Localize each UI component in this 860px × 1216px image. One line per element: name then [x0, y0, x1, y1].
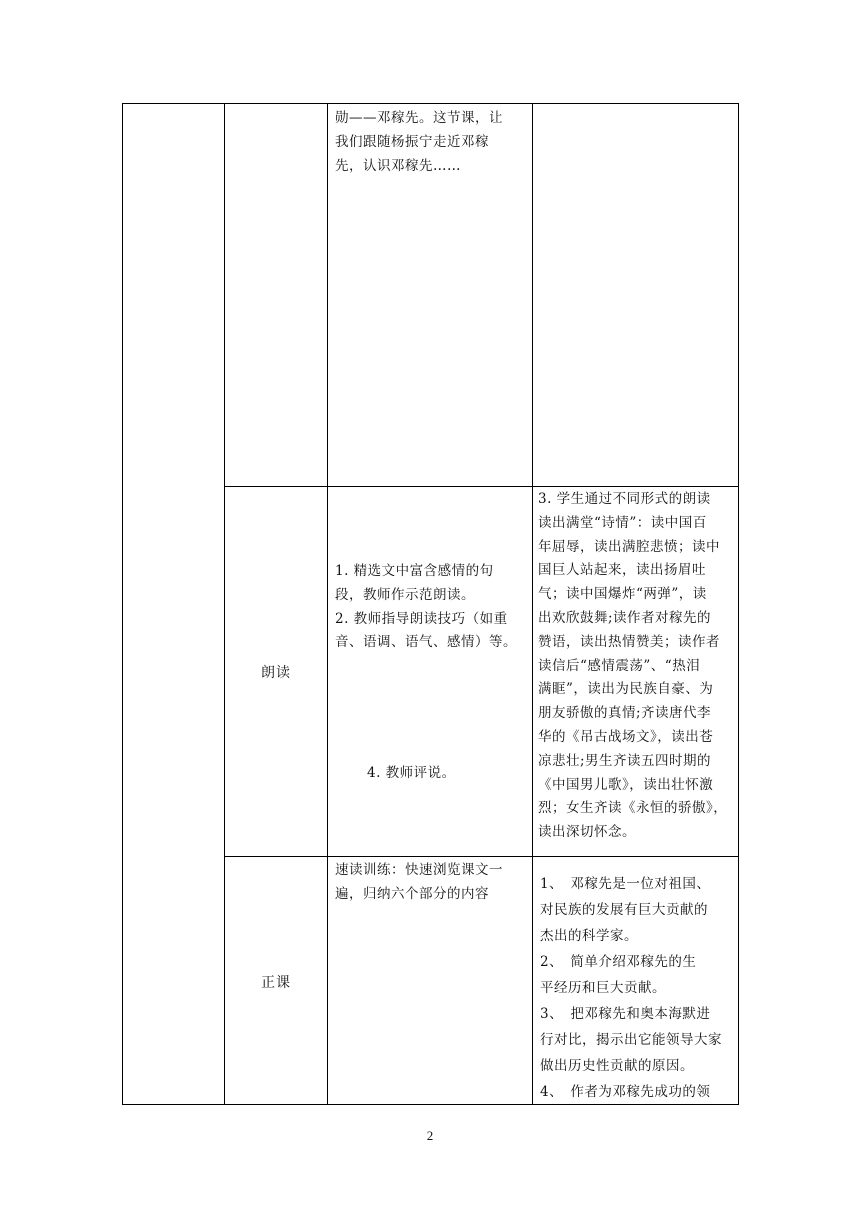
column-divider [532, 104, 533, 1104]
reading-student-line: 凉悲壮;男生齐读五四时期的 [538, 752, 712, 769]
row-divider [224, 486, 738, 487]
main-student-line: 4、 作者为邓稼先成功的领 [540, 1084, 711, 1100]
main-label: 正课 [261, 975, 291, 991]
reading-teacher-line: 音、语调、语气、感情）等。 [335, 634, 517, 651]
reading-student-line: 赞语，读出热情赞美；读作者 [538, 633, 720, 650]
main-student-line: 杰出的科学家。 [540, 928, 638, 944]
reading-student-line: 读出满堂“诗情”：读中国百 [538, 514, 707, 531]
main-student-line: 3、 把邓稼先和奥本海默进 [540, 1006, 711, 1022]
reading-student-line: 朋友骄傲的真情;齐读唐代李 [538, 705, 712, 722]
main-student-line: 对民族的发展有巨大贡献的 [540, 902, 708, 918]
intro-text [335, 107, 531, 178]
main-student-text [540, 871, 738, 1105]
main-student-line: 行对比，揭示出它能领导大家 [540, 1032, 722, 1048]
main-student-line: 2、 简单介绍邓稼先的生 [540, 954, 697, 970]
reading-teacher-line: 1. 精选文中富含感情的句 [335, 563, 494, 579]
intro-line: 我们跟随杨振宁走近邓稼 [335, 133, 489, 150]
main-student-line: 做出历史性贡献的原因。 [540, 1058, 694, 1074]
reading-student-line: 3. 学生通过不同形式的朗读 [538, 491, 711, 507]
reading-student-line: 年屈辱，读出满腔悲愤；读中 [538, 538, 720, 555]
main-student-line: 平经历和巨大贡献。 [540, 980, 666, 996]
reading-teacher-line: 2. 教师指导朗读技巧（如重 [335, 610, 508, 627]
reading-teacher-comment: 4. 教师评说。 [367, 765, 456, 781]
main-teacher-text [335, 859, 531, 907]
reading-student-line: 华的《吊古战场文》，读出苍 [538, 728, 714, 745]
main-teacher-line: 速读训练：快速浏览课文一 [335, 862, 503, 878]
lesson-plan-table [122, 103, 739, 1105]
reading-student-line: 出欢欣鼓舞;读作者对稼先的 [538, 609, 712, 626]
reading-label: 朗读 [261, 665, 291, 681]
row-divider [224, 856, 738, 857]
main-student-line: 1、 邓稼先是一位对祖国、 [540, 876, 711, 892]
reading-student-line: 满眶”，读出为民族自豪、为 [538, 681, 714, 698]
reading-teacher-line: 段，教师作示范朗读。 [335, 586, 475, 603]
reading-student-line: 烈；女生齐读《永恒的骄傲》， [538, 800, 728, 817]
column-divider [224, 104, 225, 1104]
reading-student-text [538, 488, 738, 845]
reading-teacher-text [335, 560, 531, 655]
main-teacher-line: 遍，归纳六个部分的内容 [335, 885, 489, 902]
reading-student-line: 《中国男儿歌》，读出壮怀激 [538, 776, 714, 793]
column-divider [327, 104, 328, 1104]
intro-line: 先，认识邓稼先…… [335, 157, 461, 174]
reading-student-line: 读信后“感情震荡”、“热泪 [538, 657, 701, 674]
reading-student-line: 气；读中国爆炸“两弹”，读 [538, 586, 707, 603]
intro-line: 勋——邓稼先。这节课，让 [335, 110, 503, 126]
reading-student-line: 读出深切怀念。 [538, 824, 636, 841]
reading-student-line: 国巨人站起来，读出扬眉吐 [538, 562, 706, 579]
page-number: 2 [426, 1128, 434, 1143]
